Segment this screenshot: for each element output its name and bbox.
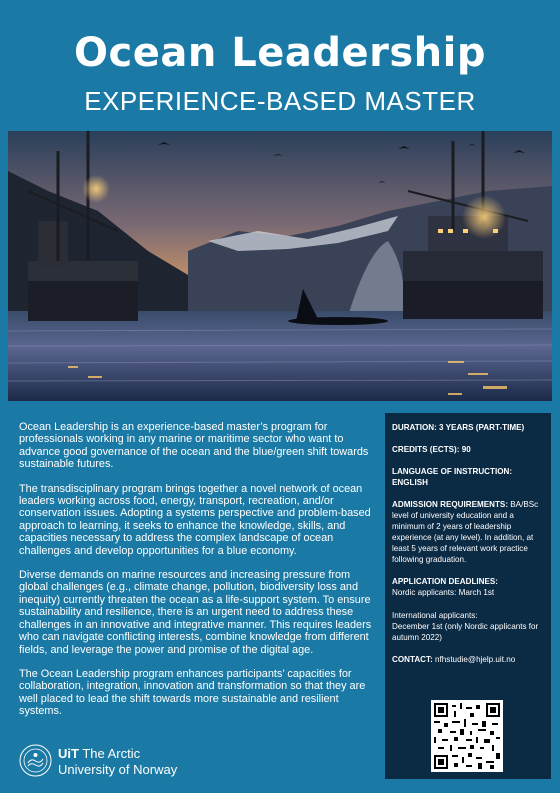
hero-photo-fishing-boats <box>8 131 552 401</box>
admission-label: ADMISSION REQUIREMENTS: <box>392 500 509 509</box>
credits-label: CREDITS (ECTS): 90 <box>392 445 471 454</box>
description-paragraph: The Ocean Leadership program enhances participants’ capacities for collaboration, integration, innovation and transformation so that they are well placed to lead the shift towards more sustainable and resilient systems. <box>19 667 366 718</box>
qr-code-graphic <box>434 703 500 769</box>
description-paragraph: Diverse demands on marine resources and increasing pressure from global challenges (e.g., climate change, pollution, biodiversity loss and inequity) currently threaten the ocean as a life-support system. To ensure sustainability and resilience, there is an urgent need to address these challenges in an innovative and integrative manner. This requires leaders who can navigate conflicting interests, combine knowledge from different fields, and leverage the power and promise of the digital age. <box>19 569 372 656</box>
qr-code-icon[interactable] <box>431 700 503 772</box>
program-facts-panel <box>385 413 551 779</box>
international-label: International applicants: <box>392 611 478 620</box>
page-title: Ocean Leadership <box>74 30 486 76</box>
program-description <box>19 421 374 730</box>
nordic-deadline: Nordic applicants: March 1st <box>392 588 495 597</box>
duration-label: DURATION: 3 YEARS (PART-TIME) <box>392 423 525 432</box>
admission-text: BA/BSc level of university education and a minimum of 2 years of leadership experience (at any level). In addition, at least 5 years of relevant work practice following graduation. <box>392 500 539 564</box>
university-seal-icon <box>19 744 52 777</box>
description-paragraph: The transdisciplinary program brings together a novel network of ocean leaders working across food, energy, transport, recreation, and/or conservation issues. Adopting a systems perspective and problem-based approach to learning, it seeks to enhance the knowledge, skills, and capacities necessary to address the complex landscape of ocean challenges and develop opportunities for a blue economy. <box>19 482 371 557</box>
description-paragraph: Ocean Leadership is an experience-based master’s program for professionals working in any marine or maritime sector who want to advance good governance of the ocean and the blue/green shift towards sustainable futures. <box>19 421 369 471</box>
uit-logo <box>19 744 219 780</box>
language-label: LANGUAGE OF INSTRUCTION: ENGLISH <box>392 467 513 487</box>
contact-label: CONTACT: <box>392 655 433 664</box>
logo-uit: UiT <box>58 746 79 761</box>
logo-arctic: The Arctic <box>78 746 141 761</box>
page-subtitle: EXPERIENCE-BASED MASTER <box>84 86 476 116</box>
logo-line-1 <box>58 746 140 761</box>
logo-line-2: University of Norway <box>58 762 178 777</box>
contact-email[interactable]: nfhstudie@hjelp.uit.no <box>432 655 516 664</box>
deadlines-label: APPLICATION DEADLINES: <box>392 577 498 586</box>
international-deadline: December 1st (only Nordic applicants for autumn 2022) <box>392 622 539 642</box>
